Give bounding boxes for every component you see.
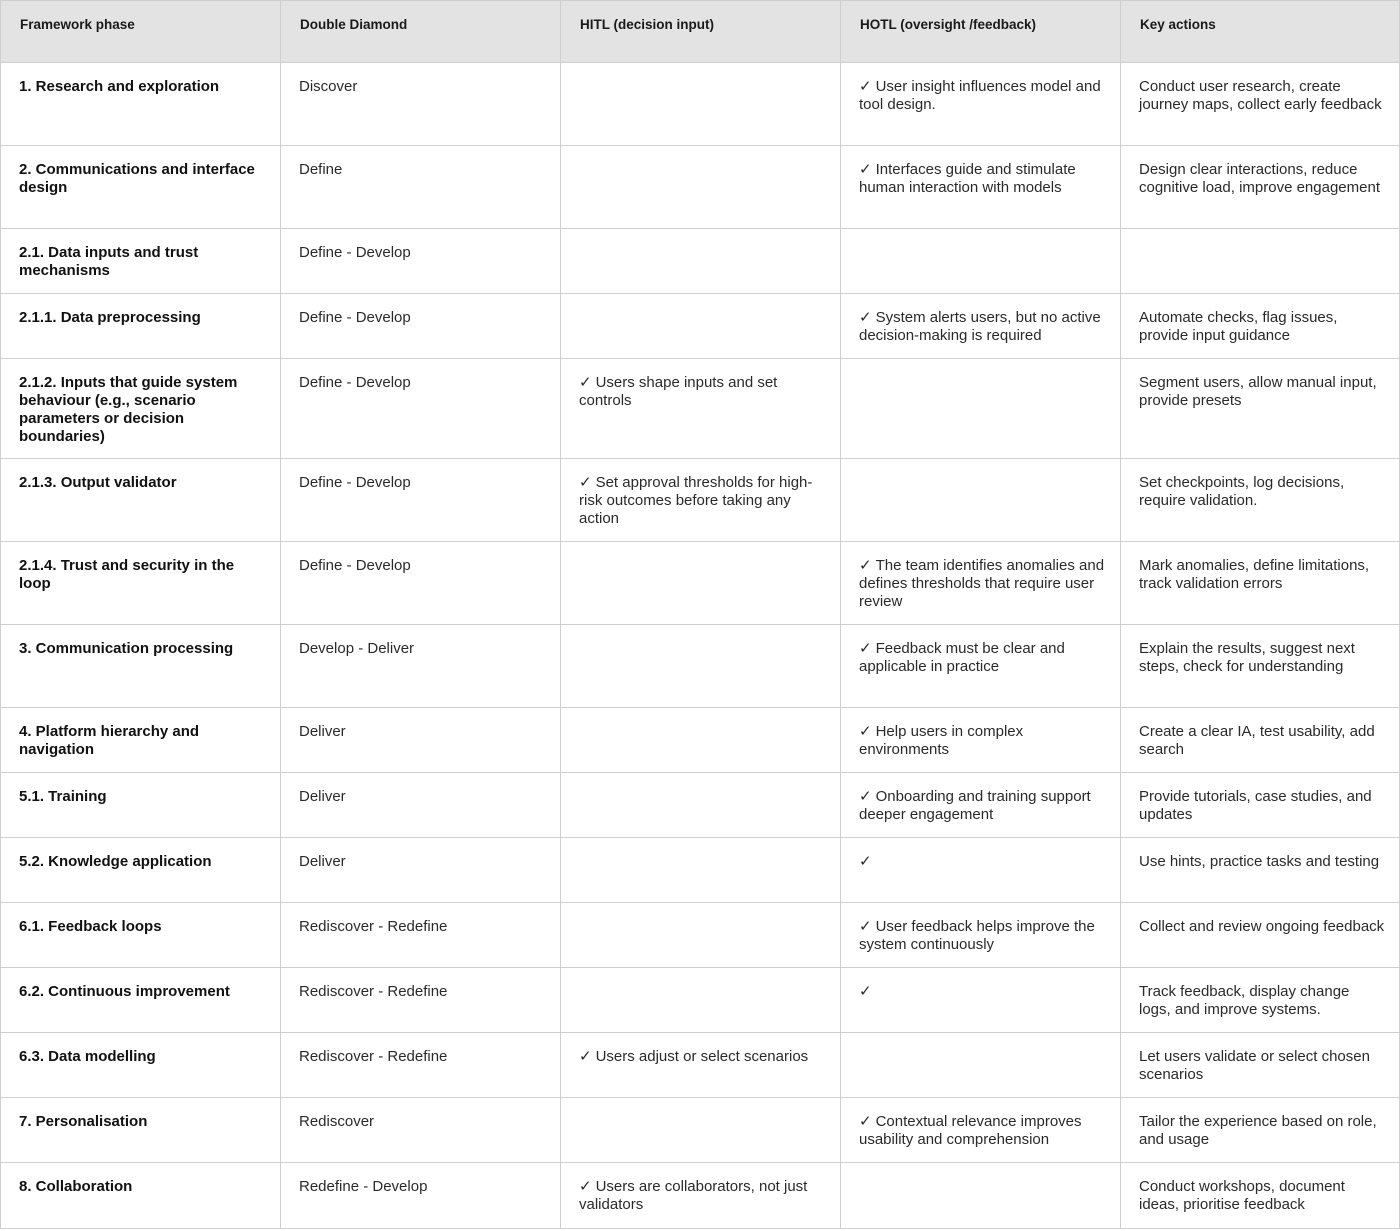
- table-row: [1, 1033, 1400, 1098]
- cell-hotl: [841, 1098, 1121, 1163]
- cell-key-actions-text: Conduct user research, create journey maps, collect early feedback: [1139, 78, 1382, 113]
- cell-hotl: [841, 542, 1121, 625]
- cell-double-diamond-text: Define: [299, 161, 343, 178]
- cell-hitl: [561, 1033, 841, 1098]
- cell-hotl: [841, 708, 1121, 773]
- cell-hotl-text: User feedback helps improve the system continuously: [859, 918, 1095, 953]
- cell-framework-phase-text: 6.3. Data modelling: [19, 1048, 156, 1065]
- cell-hitl: [561, 459, 841, 542]
- cell-hotl: [841, 459, 1121, 542]
- cell-hotl-text: Interfaces guide and stimulate human interaction with models: [859, 161, 1076, 196]
- cell-framework-phase: [1, 459, 281, 542]
- cell-key-actions: [1121, 903, 1400, 968]
- cell-double-diamond: [281, 968, 561, 1033]
- cell-framework-phase: [1, 542, 281, 625]
- cell-hitl: [561, 1098, 841, 1163]
- cell-hotl-text: Contextual relevance improves usability and comprehension: [859, 1113, 1082, 1148]
- cell-key-actions: [1121, 359, 1400, 459]
- cell-key-actions: [1121, 1098, 1400, 1163]
- cell-key-actions: [1121, 708, 1400, 773]
- cell-hitl: [561, 708, 841, 773]
- checkmark-icon: ✓: [579, 374, 592, 391]
- cell-hotl: [841, 63, 1121, 146]
- cell-key-actions: [1121, 625, 1400, 708]
- checkmark-icon: ✓: [859, 640, 872, 657]
- cell-framework-phase: [1, 625, 281, 708]
- cell-framework-phase: [1, 773, 281, 838]
- checkmark-icon: ✓: [579, 474, 592, 491]
- cell-hitl: [561, 542, 841, 625]
- cell-hitl-text: Set approval thresholds for high-risk outcomes before taking any action: [579, 474, 813, 527]
- cell-double-diamond: [281, 146, 561, 229]
- cell-framework-phase-text: 3. Communication processing: [19, 640, 234, 657]
- cell-framework-phase: [1, 903, 281, 968]
- cell-hitl: [561, 773, 841, 838]
- table-row: [1, 903, 1400, 968]
- cell-double-diamond-text: Define - Develop: [299, 557, 411, 574]
- cell-hitl: [561, 63, 841, 146]
- cell-framework-phase-text: 5.2. Knowledge application: [19, 853, 212, 870]
- cell-hotl-text: Onboarding and training support deeper engagement: [859, 788, 1091, 823]
- cell-key-actions: [1121, 838, 1400, 903]
- cell-framework-phase-text: 6.1. Feedback loops: [19, 918, 162, 935]
- cell-hotl: [841, 625, 1121, 708]
- cell-double-diamond: [281, 63, 561, 146]
- cell-key-actions-text: Explain the results, suggest next steps, check for understanding: [1139, 640, 1355, 675]
- cell-framework-phase: [1, 229, 281, 294]
- cell-double-diamond-text: Redefine - Develop: [299, 1178, 428, 1195]
- cell-double-diamond-text: Rediscover - Redefine: [299, 918, 448, 935]
- checkmark-icon: ✓: [859, 309, 872, 326]
- cell-framework-phase-text: 6.2. Continuous improvement: [19, 983, 230, 1000]
- cell-key-actions: [1121, 294, 1400, 359]
- cell-framework-phase: [1, 1098, 281, 1163]
- cell-key-actions: [1121, 542, 1400, 625]
- cell-framework-phase: [1, 838, 281, 903]
- cell-hitl: [561, 359, 841, 459]
- cell-key-actions-text: Set checkpoints, log decisions, require validation.: [1139, 474, 1345, 509]
- cell-key-actions-text: Segment users, allow manual input, provide presets: [1139, 374, 1377, 409]
- checkmark-icon: ✓: [859, 1113, 872, 1130]
- checkmark-icon: ✓: [579, 1178, 592, 1195]
- table-row: [1, 294, 1400, 359]
- cell-hotl-text: Help users in complex environments: [859, 723, 1024, 758]
- cell-double-diamond-text: Rediscover - Redefine: [299, 983, 448, 1000]
- checkmark-icon: ✓: [859, 853, 872, 870]
- checkmark-icon: ✓: [579, 1048, 592, 1065]
- cell-double-diamond-text: Define - Develop: [299, 309, 411, 326]
- cell-key-actions-text: Automate checks, flag issues, provide input guidance: [1139, 309, 1338, 344]
- cell-hitl: [561, 229, 841, 294]
- cell-double-diamond-text: Rediscover - Redefine: [299, 1048, 448, 1065]
- cell-hitl: [561, 903, 841, 968]
- cell-framework-phase: [1, 63, 281, 146]
- cell-double-diamond-text: Deliver: [299, 853, 346, 870]
- cell-hotl: [841, 968, 1121, 1033]
- cell-hotl: [841, 1163, 1121, 1229]
- cell-framework-phase-text: 2.1.2. Inputs that guide system behaviour (e.g., scenario parameters or decision boundaries): [19, 374, 238, 445]
- cell-framework-phase-text: 2.1.1. Data preprocessing: [19, 309, 201, 326]
- table-row: [1, 542, 1400, 625]
- checkmark-icon: ✓: [859, 918, 872, 935]
- cell-key-actions: [1121, 1163, 1400, 1229]
- cell-double-diamond-text: Define - Develop: [299, 374, 411, 391]
- cell-key-actions-text: Conduct workshops, document ideas, prioritise feedback: [1139, 1178, 1345, 1213]
- cell-key-actions-text: Tailor the experience based on role, and usage: [1139, 1113, 1377, 1148]
- cell-key-actions-text: Collect and review ongoing feedback: [1139, 918, 1385, 935]
- checkmark-icon: ✓: [859, 78, 872, 95]
- cell-hitl-text: Users are collaborators, not just validators: [579, 1178, 808, 1213]
- cell-double-diamond: [281, 359, 561, 459]
- table-row: [1, 838, 1400, 903]
- cell-hotl: [841, 1033, 1121, 1098]
- table-row: [1, 1163, 1400, 1229]
- cell-key-actions: [1121, 773, 1400, 838]
- cell-framework-phase-text: 2. Communications and interface design: [19, 161, 255, 196]
- cell-key-actions: [1121, 968, 1400, 1033]
- cell-hotl-text: User insight influences model and tool design.: [859, 78, 1101, 113]
- table-row: [1, 1098, 1400, 1163]
- cell-hitl: [561, 146, 841, 229]
- cell-framework-phase: [1, 708, 281, 773]
- checkmark-icon: ✓: [859, 557, 872, 574]
- cell-key-actions: [1121, 63, 1400, 146]
- cell-framework-phase: [1, 146, 281, 229]
- cell-double-diamond: [281, 294, 561, 359]
- cell-double-diamond: [281, 1098, 561, 1163]
- cell-double-diamond: [281, 229, 561, 294]
- cell-hotl: [841, 838, 1121, 903]
- header-double-diamond: Double Diamond: [281, 1, 561, 63]
- cell-hitl: [561, 838, 841, 903]
- cell-double-diamond: [281, 459, 561, 542]
- cell-hotl: [841, 294, 1121, 359]
- cell-double-diamond-text: Deliver: [299, 788, 346, 805]
- cell-framework-phase: [1, 294, 281, 359]
- cell-key-actions-text: Let users validate or select chosen scenarios: [1139, 1048, 1370, 1083]
- table-row: [1, 773, 1400, 838]
- table-header-row: [1, 1, 1400, 63]
- cell-double-diamond: [281, 708, 561, 773]
- table-row: [1, 146, 1400, 229]
- checkmark-icon: ✓: [859, 788, 872, 805]
- cell-double-diamond-text: Deliver: [299, 723, 346, 740]
- header-hitl: HITL (decision input): [561, 1, 841, 63]
- cell-hotl-text: System alerts users, but no active decision-making is required: [859, 309, 1101, 344]
- cell-key-actions-text: Use hints, practice tasks and testing: [1139, 853, 1380, 870]
- cell-hitl-text: Users adjust or select scenarios: [595, 1048, 809, 1065]
- table-row: [1, 229, 1400, 294]
- cell-double-diamond-text: Discover: [299, 78, 358, 95]
- cell-double-diamond: [281, 1163, 561, 1229]
- cell-framework-phase: [1, 359, 281, 459]
- cell-framework-phase-text: 1. Research and exploration: [19, 78, 220, 95]
- cell-hotl-text: Feedback must be clear and applicable in practice: [859, 640, 1065, 675]
- cell-key-actions: [1121, 146, 1400, 229]
- cell-hotl: [841, 229, 1121, 294]
- checkmark-icon: ✓: [859, 723, 872, 740]
- cell-hotl: [841, 146, 1121, 229]
- cell-hitl-text: Users shape inputs and set controls: [579, 374, 778, 409]
- table-row: [1, 968, 1400, 1033]
- cell-double-diamond: [281, 773, 561, 838]
- cell-double-diamond: [281, 542, 561, 625]
- header-framework-phase: Framework phase: [1, 1, 281, 63]
- cell-double-diamond: [281, 625, 561, 708]
- cell-key-actions-text: Provide tutorials, case studies, and updates: [1139, 788, 1372, 823]
- header-key-actions: Key actions: [1121, 1, 1400, 63]
- table-row: [1, 708, 1400, 773]
- cell-framework-phase-text: 2.1.4. Trust and security in the loop: [19, 557, 235, 592]
- cell-double-diamond-text: Rediscover: [299, 1113, 375, 1130]
- cell-double-diamond-text: Define - Develop: [299, 474, 411, 491]
- cell-key-actions-text: Track feedback, display change logs, and improve systems.: [1139, 983, 1350, 1018]
- cell-framework-phase-text: 5.1. Training: [19, 788, 107, 805]
- cell-key-actions: [1121, 1033, 1400, 1098]
- cell-hitl: [561, 968, 841, 1033]
- cell-hotl: [841, 773, 1121, 838]
- cell-framework-phase-text: 7. Personalisation: [19, 1113, 148, 1130]
- cell-key-actions-text: Design clear interactions, reduce cognitive load, improve engagement: [1139, 161, 1380, 196]
- cell-framework-phase-text: 2.1. Data inputs and trust mechanisms: [19, 244, 199, 279]
- cell-key-actions: [1121, 459, 1400, 542]
- cell-double-diamond: [281, 903, 561, 968]
- cell-hotl: [841, 359, 1121, 459]
- cell-framework-phase-text: 8. Collaboration: [19, 1178, 133, 1195]
- cell-double-diamond: [281, 838, 561, 903]
- cell-key-actions-text: Mark anomalies, define limitations, track validation errors: [1139, 557, 1370, 592]
- cell-double-diamond-text: Develop - Deliver: [299, 640, 415, 657]
- cell-double-diamond: [281, 1033, 561, 1098]
- cell-framework-phase: [1, 968, 281, 1033]
- table-row: [1, 459, 1400, 542]
- table-row: [1, 359, 1400, 459]
- checkmark-icon: ✓: [859, 983, 872, 1000]
- cell-hotl-text: The team identifies anomalies and defines thresholds that require user review: [859, 557, 1105, 610]
- cell-double-diamond-text: Define - Develop: [299, 244, 411, 261]
- cell-framework-phase-text: 2.1.3. Output validator: [19, 474, 177, 491]
- cell-hotl: [841, 903, 1121, 968]
- cell-framework-phase: [1, 1033, 281, 1098]
- checkmark-icon: ✓: [859, 161, 872, 178]
- cell-hitl: [561, 1163, 841, 1229]
- header-hotl: HOTL (oversight /feedback): [841, 1, 1121, 63]
- cell-key-actions-text: Create a clear IA, test usability, add search: [1139, 723, 1375, 758]
- cell-framework-phase: [1, 1163, 281, 1229]
- table-row: [1, 625, 1400, 708]
- cell-hitl: [561, 294, 841, 359]
- cell-hitl: [561, 625, 841, 708]
- cell-framework-phase-text: 4. Platform hierarchy and navigation: [19, 723, 200, 758]
- cell-key-actions: [1121, 229, 1400, 294]
- table-row: [1, 63, 1400, 146]
